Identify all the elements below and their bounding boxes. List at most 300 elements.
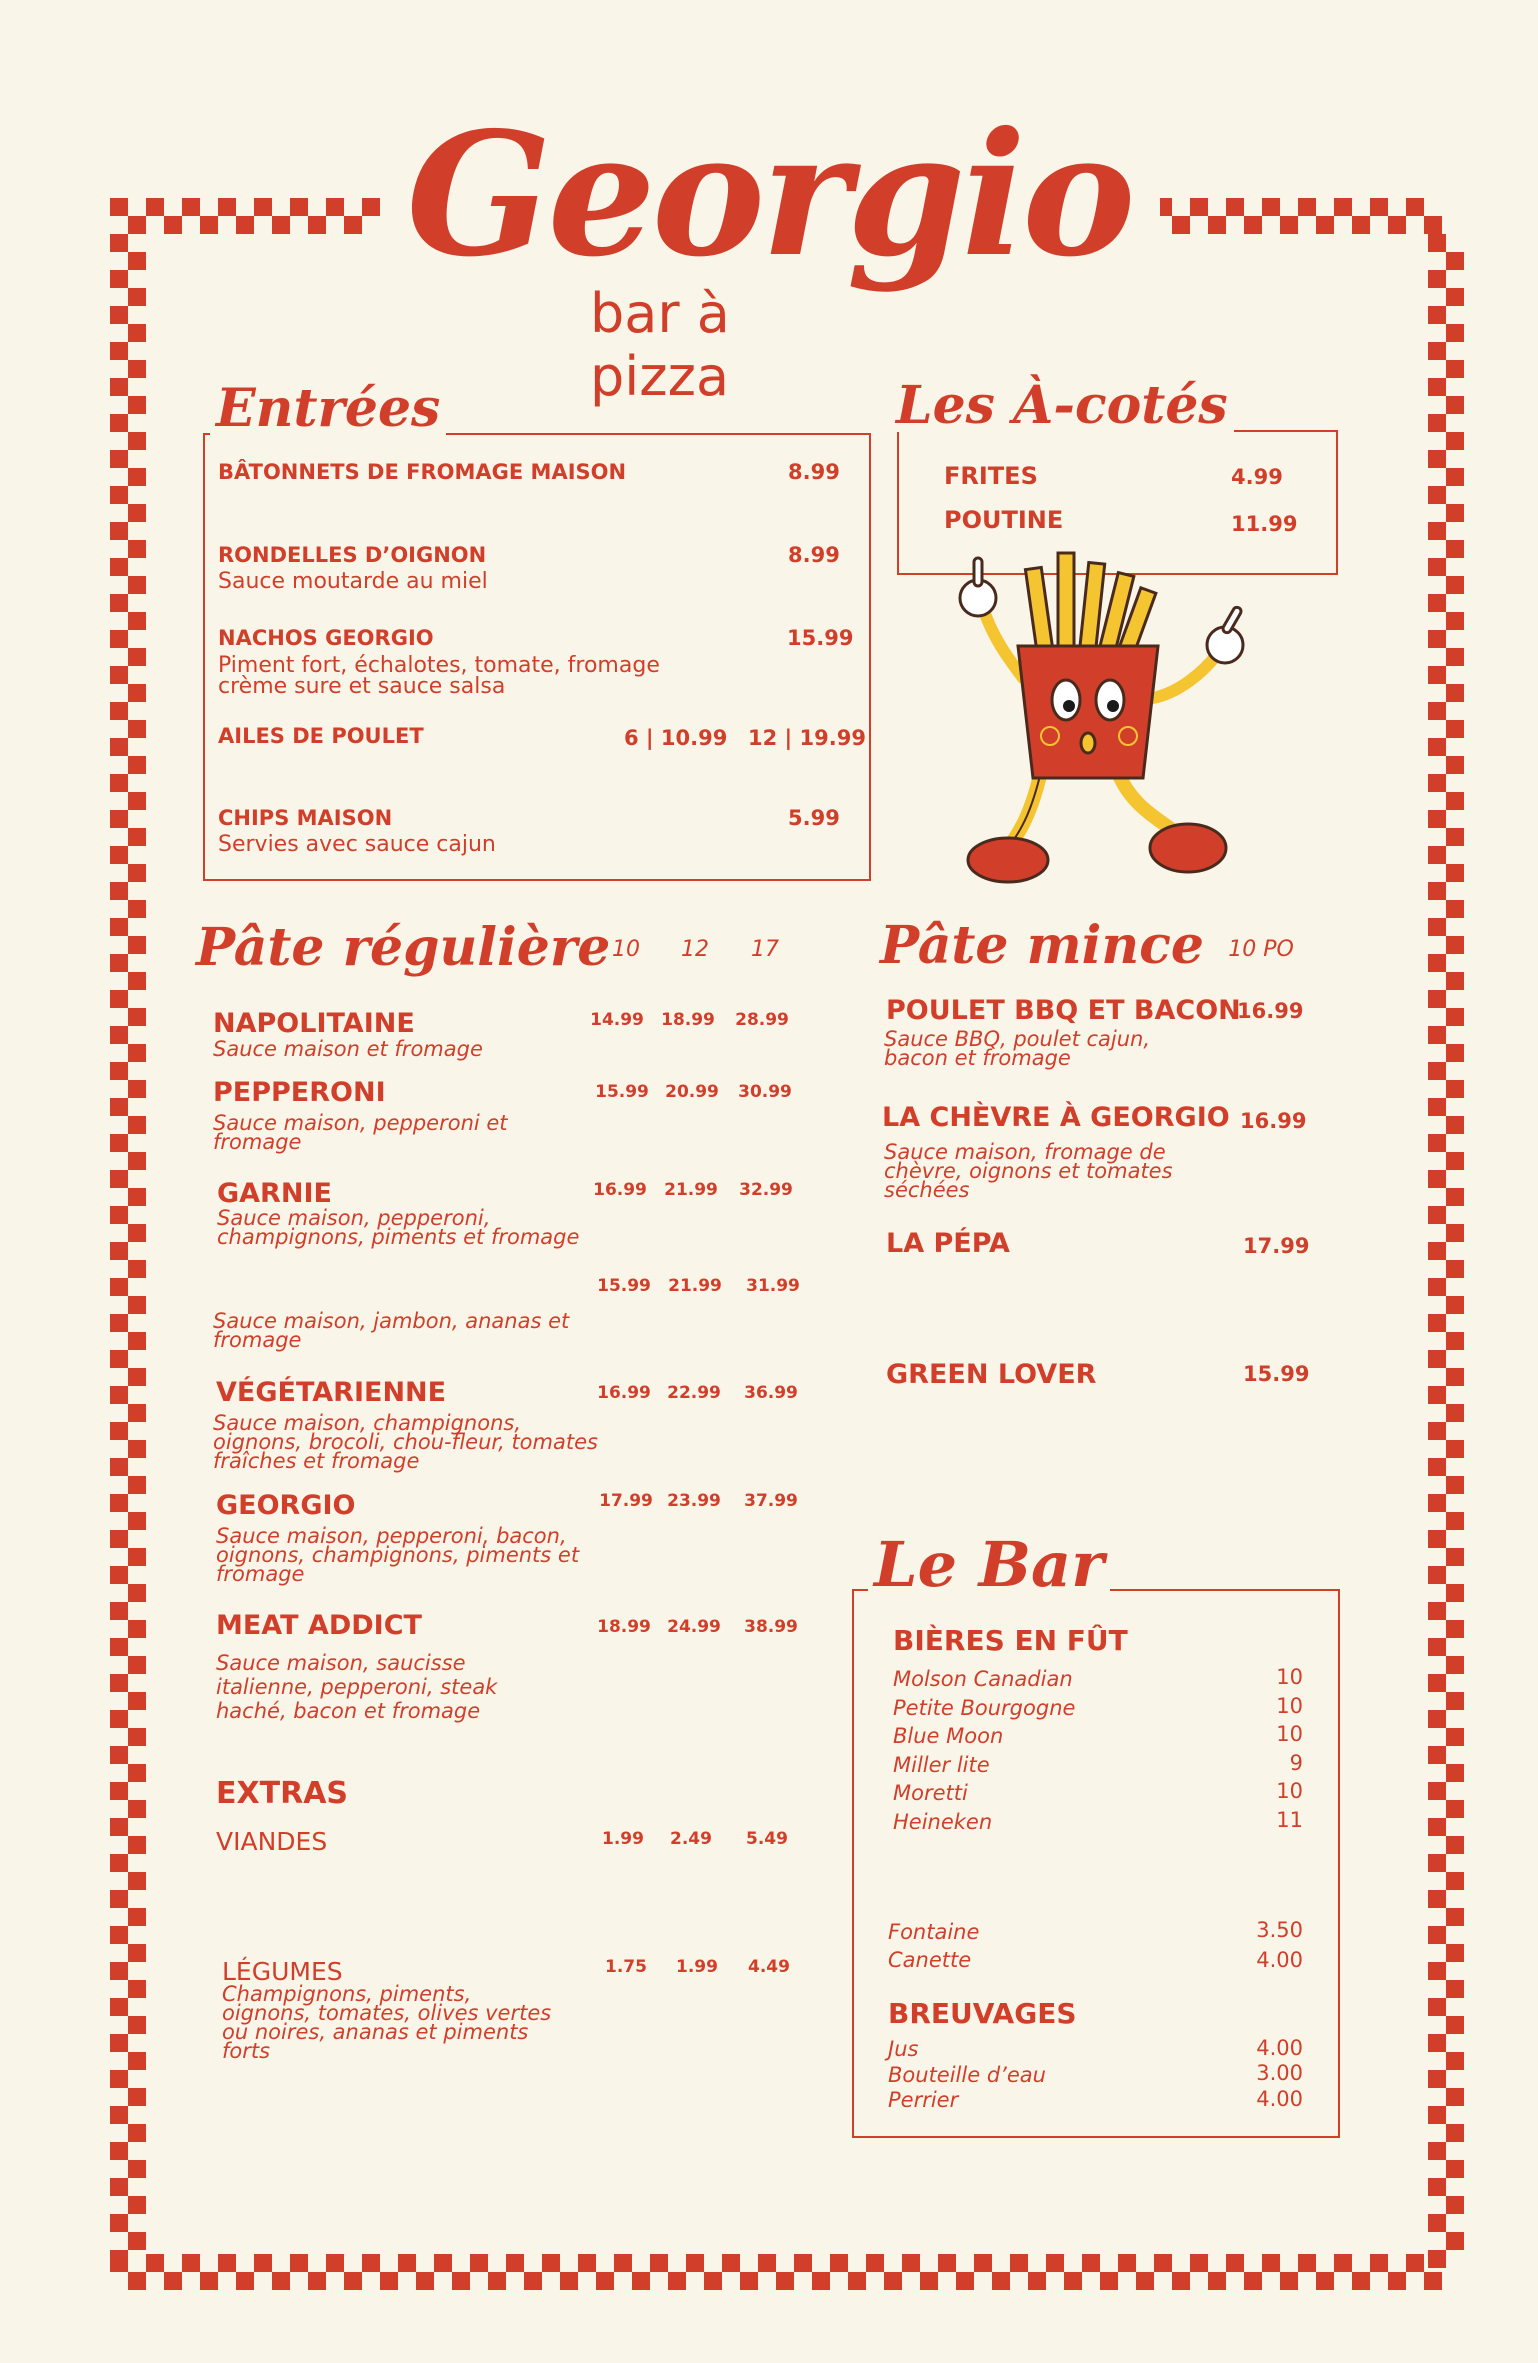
checker-square — [1446, 2160, 1464, 2178]
checker-square — [128, 1872, 146, 1890]
checker-square — [110, 1314, 128, 1332]
checker-square — [128, 1368, 146, 1386]
bieres-title: BIÈRES EN FÛT — [893, 1624, 1128, 1657]
checker-square — [128, 1404, 146, 1422]
checker-square — [128, 1188, 146, 1206]
checker-square — [110, 1818, 128, 1836]
checker-square — [128, 1656, 146, 1674]
entree-desc: Piment fort, échalotes, tomate, fromage crème sure et sauce salsa — [218, 653, 660, 699]
checker-square — [1446, 1404, 1464, 1422]
checker-square — [1446, 1044, 1464, 1062]
checker-square — [1446, 792, 1464, 810]
checker-square — [1446, 1800, 1464, 1818]
entree-name: NACHOS GEORGIO — [218, 626, 434, 650]
checker-square — [110, 2070, 128, 2088]
checker-square — [506, 2254, 524, 2272]
checker-square — [146, 2254, 164, 2272]
checker-square — [1446, 2088, 1464, 2106]
checker-square — [200, 2272, 218, 2290]
brand-tagline: bar à pizza — [590, 282, 730, 408]
checker-square — [110, 1998, 128, 2016]
checker-square — [1428, 1278, 1446, 1296]
checker-square — [1446, 468, 1464, 486]
checker-square — [1446, 684, 1464, 702]
checker-square — [128, 2016, 146, 2034]
checker-square — [128, 288, 146, 306]
checker-square — [128, 1584, 146, 1602]
pizza-price: 14.99 — [590, 1010, 644, 1030]
pizza-price: 17.99 — [599, 1491, 653, 1511]
extras-price: 2.49 — [670, 1829, 712, 1849]
checker-square — [1428, 882, 1446, 900]
drink-name: Fontaine — [888, 1920, 980, 1944]
pizza-price: 18.99 — [661, 1010, 715, 1030]
checker-square — [1428, 774, 1446, 792]
checker-square — [128, 1296, 146, 1314]
checker-square — [344, 2272, 362, 2290]
checker-square — [110, 738, 128, 756]
checker-square — [668, 2272, 686, 2290]
beer-name: Molson Canadian — [893, 1667, 1073, 1691]
checker-square — [1446, 1188, 1464, 1206]
checker-square — [848, 2272, 866, 2290]
checker-square — [110, 918, 128, 936]
checker-square — [110, 2142, 128, 2160]
drink-name: Bouteille d’eau — [888, 2063, 1046, 2087]
pizza-price: 20.99 — [665, 1082, 719, 1102]
checker-square — [1446, 396, 1464, 414]
pizza-desc: Sauce maison, pepperoni et fromage — [213, 1111, 508, 1154]
entree-price: 15.99 — [787, 626, 854, 650]
pizza-price: 31.99 — [746, 1276, 800, 1296]
checker-square — [110, 1242, 128, 1260]
checker-square — [1446, 2016, 1464, 2034]
checker-square — [1446, 1728, 1464, 1746]
entree-price: 8.99 — [788, 543, 840, 567]
checker-square — [1428, 1962, 1446, 1980]
checker-square — [110, 1638, 128, 1656]
pizza-price: 21.99 — [664, 1180, 718, 1200]
extras-price: 1.99 — [676, 1957, 718, 1977]
checker-square — [128, 792, 146, 810]
checker-square — [1446, 1944, 1464, 1962]
mince-title: Pâte mince — [874, 920, 1210, 972]
checker-square — [1428, 1854, 1446, 1872]
extras-price: 1.99 — [602, 1829, 644, 1849]
entree-desc: Sauce moutarde au miel — [218, 569, 488, 594]
checker-square — [1446, 828, 1464, 846]
acote-price: 4.99 — [1231, 465, 1283, 489]
thin-pizza-desc: Sauce maison, fromage de chèvre, oignons et tomates séchées — [884, 1140, 1173, 1202]
checker-square — [1428, 954, 1446, 972]
checker-square — [1446, 1260, 1464, 1278]
checker-square — [128, 1332, 146, 1350]
checker-square — [128, 1908, 146, 1926]
checker-square — [740, 2272, 758, 2290]
checker-square — [1428, 810, 1446, 828]
checker-square — [1428, 666, 1446, 684]
entree-price: 8.99 — [788, 460, 840, 484]
reguliere-title: Pâte régulière — [190, 922, 616, 974]
checker-square — [1446, 1512, 1464, 1530]
pizza-desc: Sauce maison, saucisse italienne, pepperoni, steak haché, bacon et fromage — [216, 1651, 498, 1723]
extras-title: EXTRAS — [216, 1776, 349, 1811]
checker-square — [1446, 1224, 1464, 1242]
thin-pizza-price: 16.99 — [1240, 1109, 1307, 1133]
beer-price: 10 — [1276, 1722, 1303, 1746]
pizza-price: 23.99 — [667, 1491, 721, 1511]
checker-square — [272, 2272, 290, 2290]
checker-square — [470, 2254, 488, 2272]
checker-square — [1428, 1170, 1446, 1188]
checker-square — [290, 2254, 308, 2272]
checker-square — [128, 756, 146, 774]
checker-square — [128, 864, 146, 882]
checker-square — [1172, 2272, 1190, 2290]
thin-pizza-name: LA CHÈVRE À GEORGIO — [882, 1102, 1230, 1133]
checker-square — [1446, 432, 1464, 450]
checker-square — [128, 1512, 146, 1530]
drink-name: Canette — [888, 1948, 972, 1972]
checker-square — [128, 576, 146, 594]
checker-square — [1446, 1656, 1464, 1674]
pizza-name: PEPPERONI — [213, 1077, 386, 1108]
checker-square — [1446, 612, 1464, 630]
checker-square — [1446, 324, 1464, 342]
checker-square — [416, 2272, 434, 2290]
checker-square — [1428, 1926, 1446, 1944]
checker-square — [128, 900, 146, 918]
checker-square — [128, 1980, 146, 1998]
checker-square — [1428, 1458, 1446, 1476]
checker-square — [1352, 2272, 1370, 2290]
checker-square — [110, 594, 128, 612]
checker-square — [1100, 2272, 1118, 2290]
checker-square — [1428, 306, 1446, 324]
checker-square — [128, 468, 146, 486]
checker-square — [1446, 648, 1464, 666]
pizza-desc: Sauce maison, champignons, oignons, brocoli, chou-fleur, tomates fraîches et fromage — [213, 1411, 598, 1473]
pizza-price: 15.99 — [595, 1082, 649, 1102]
beer-price: 11 — [1276, 1807, 1303, 1832]
checker-square — [1428, 1674, 1446, 1692]
beer-name: Moretti — [893, 1781, 968, 1805]
beer-name: Petite Bourgogne — [893, 1695, 1076, 1720]
checker-square — [1428, 1782, 1446, 1800]
checker-square — [1428, 1818, 1446, 1836]
pizza-price: 30.99 — [738, 1082, 792, 1102]
checker-square — [110, 2034, 128, 2052]
checker-square — [1446, 1368, 1464, 1386]
checker-square — [866, 2254, 884, 2272]
checker-square — [1428, 1566, 1446, 1584]
checker-square — [1428, 1026, 1446, 1044]
pizza-desc: Sauce maison, pepperoni, champignons, piments et fromage — [217, 1206, 580, 1249]
checker-square — [128, 432, 146, 450]
checker-square — [110, 1458, 128, 1476]
checker-square — [596, 2272, 614, 2290]
checker-square — [1428, 1422, 1446, 1440]
checker-square — [1446, 288, 1464, 306]
checker-square — [110, 414, 128, 432]
checker-square — [812, 2272, 830, 2290]
pizza-name: MEAT ADDICT — [216, 1610, 422, 1641]
checker-square — [128, 1116, 146, 1134]
extras-price: 5.49 — [746, 1829, 788, 1849]
checker-square — [578, 2254, 596, 2272]
checker-square — [110, 306, 128, 324]
checker-square — [128, 972, 146, 990]
acotes-title: Les À-cotés — [890, 380, 1234, 432]
checker-square — [1428, 342, 1446, 360]
checker-square — [128, 1008, 146, 1026]
checker-square — [110, 990, 128, 1008]
checker-square — [1428, 1314, 1446, 1332]
checker-square — [1446, 540, 1464, 558]
checker-square — [128, 1944, 146, 1962]
checker-square — [110, 2178, 128, 2196]
checker-square — [1428, 918, 1446, 936]
checker-square — [1428, 594, 1446, 612]
entree-price: 5.99 — [788, 806, 840, 830]
checker-square — [128, 2160, 146, 2178]
extras-price: 4.49 — [748, 1957, 790, 1977]
checker-square — [1316, 2272, 1334, 2290]
pizza-price: 28.99 — [735, 1010, 789, 1030]
checker-square — [1428, 450, 1446, 468]
checker-square — [1446, 2232, 1464, 2250]
checker-square — [128, 1476, 146, 1494]
checker-square — [1446, 1980, 1464, 1998]
checker-square — [794, 2254, 812, 2272]
checker-square — [1428, 1242, 1446, 1260]
checker-square — [956, 2272, 974, 2290]
drink-price: 3.50 — [1256, 1918, 1303, 1942]
entree-name: AILES DE POULET — [218, 724, 424, 748]
checker-square — [1208, 2272, 1226, 2290]
pizza-price: 22.99 — [667, 1383, 721, 1403]
checker-square — [110, 1746, 128, 1764]
checker-square — [1082, 2254, 1100, 2272]
thin-pizza-price: 15.99 — [1243, 1362, 1310, 1386]
pizza-name: GARNIE — [217, 1178, 332, 1209]
checker-square — [1428, 702, 1446, 720]
checker-square — [128, 1692, 146, 1710]
checker-square — [128, 504, 146, 522]
checker-square — [1428, 630, 1446, 648]
checker-square — [1154, 2254, 1172, 2272]
checker-square — [110, 810, 128, 828]
beer-name: Blue Moon — [893, 1724, 1004, 1748]
beer-price: 10 — [1276, 1693, 1303, 1718]
beer-name: Miller lite — [893, 1752, 990, 1777]
checker-square — [1428, 414, 1446, 432]
checker-square — [1428, 1386, 1446, 1404]
checker-square — [560, 2272, 578, 2290]
extras-legumes-label: LÉGUMES — [222, 1957, 343, 1986]
mince-size-header: 10 PO — [1228, 937, 1294, 962]
extras-legumes-desc: Champignons, piments, oignons, tomates, olives vertes ou noires, ananas et piments forts — [222, 1982, 552, 2063]
checker-square — [1428, 2106, 1446, 2124]
extras-price: 1.75 — [605, 1957, 647, 1977]
entree-name: CHIPS MAISON — [218, 806, 393, 830]
breuvages-title: BREUVAGES — [888, 1997, 1077, 2030]
checker-square — [1428, 1134, 1446, 1152]
beer-name: Heineken — [893, 1809, 993, 1834]
pizza-desc: Sauce maison et fromage — [213, 1037, 483, 1061]
pizza-price: 36.99 — [744, 1383, 798, 1403]
pizza-desc: Sauce maison, pepperoni, bacon, oignons, champignons, piments et fromage — [216, 1524, 580, 1586]
checker-square — [128, 612, 146, 630]
checker-square — [1446, 1476, 1464, 1494]
checker-square — [110, 1890, 128, 1908]
checker-square — [128, 1080, 146, 1098]
checker-square — [110, 1854, 128, 1872]
size-column-header: 17 — [751, 937, 779, 962]
checker-square — [1446, 1296, 1464, 1314]
checker-square — [110, 1710, 128, 1728]
checker-square — [1446, 1584, 1464, 1602]
thin-pizza-price: 17.99 — [1243, 1234, 1310, 1258]
checker-square — [1446, 1620, 1464, 1638]
checker-square — [884, 2272, 902, 2290]
pizza-name: NAPOLITAINE — [213, 1008, 415, 1039]
checker-square — [1428, 2178, 1446, 2196]
checker-square — [128, 540, 146, 558]
size-column-header: 10 — [612, 937, 640, 962]
pizza-price: 15.99 — [597, 1276, 651, 1296]
checker-square — [1446, 900, 1464, 918]
checker-square — [110, 1566, 128, 1584]
checker-square — [1136, 2272, 1154, 2290]
checker-square — [488, 2272, 506, 2290]
checker-square — [128, 1548, 146, 1566]
drink-price: 4.00 — [1256, 2087, 1303, 2111]
checker-square — [128, 648, 146, 666]
checker-square — [128, 720, 146, 738]
checker-square — [128, 1440, 146, 1458]
entree-desc: Servies avec sauce cajun — [218, 832, 496, 857]
thin-pizza-name: GREEN LOVER — [886, 1359, 1097, 1390]
checker-square — [236, 2272, 254, 2290]
checker-square — [1446, 1836, 1464, 1854]
checker-square — [1446, 360, 1464, 378]
checker-square — [1446, 576, 1464, 594]
checker-square — [1428, 1062, 1446, 1080]
checker-square — [398, 2254, 416, 2272]
checker-square — [110, 1026, 128, 1044]
checker-square — [722, 2254, 740, 2272]
pizza-price: 32.99 — [739, 1180, 793, 1200]
checker-square — [758, 2254, 776, 2272]
checker-square — [1446, 1152, 1464, 1170]
checker-square — [1298, 2254, 1316, 2272]
entree-name: RONDELLES D’OIGNON — [218, 543, 487, 567]
checker-square — [110, 2106, 128, 2124]
brand-logo: Georgio — [406, 95, 1132, 295]
checker-square — [128, 828, 146, 846]
thin-pizza-desc: Sauce BBQ, poulet cajun, bacon et fromage — [884, 1027, 1151, 1070]
checker-square — [110, 954, 128, 972]
checker-square — [128, 2052, 146, 2070]
entrees-title: Entrées — [210, 383, 446, 435]
drink-name: Perrier — [888, 2088, 959, 2112]
checker-square — [1446, 504, 1464, 522]
checker-square — [1446, 1008, 1464, 1026]
checker-square — [1428, 2214, 1446, 2232]
checker-square — [110, 630, 128, 648]
checker-square — [1388, 2272, 1406, 2290]
checker-square — [1446, 2052, 1464, 2070]
checker-square — [1244, 2272, 1262, 2290]
checker-square — [128, 1620, 146, 1638]
checker-square — [704, 2272, 722, 2290]
checker-square — [1064, 2272, 1082, 2290]
checker-square — [128, 1224, 146, 1242]
checker-square — [1446, 1692, 1464, 1710]
checker-square — [1428, 846, 1446, 864]
checker-square — [110, 1494, 128, 1512]
entree-name: BÂTONNETS DE FROMAGE MAISON — [218, 460, 627, 484]
checker-square — [1446, 2124, 1464, 2142]
checker-square — [110, 450, 128, 468]
checker-square — [128, 1044, 146, 1062]
checker-square — [128, 1764, 146, 1782]
pizza-price: 38.99 — [744, 1617, 798, 1637]
checker-square — [1428, 378, 1446, 396]
checker-square — [110, 1962, 128, 1980]
checker-square — [128, 936, 146, 954]
bar-title: Le Bar — [868, 1534, 1110, 1596]
checker-square — [128, 2272, 146, 2290]
drink-price: 4.00 — [1256, 2036, 1303, 2060]
checker-square — [938, 2254, 956, 2272]
checker-square — [128, 1800, 146, 1818]
checker-square — [1428, 1710, 1446, 1728]
checker-square — [110, 1278, 128, 1296]
checker-square — [1428, 738, 1446, 756]
checker-square — [380, 2272, 398, 2290]
checker-square — [128, 1728, 146, 1746]
extras-viandes-label: VIANDES — [216, 1827, 328, 1856]
checker-square — [524, 2272, 542, 2290]
checker-square — [182, 2254, 200, 2272]
pizza-desc: Sauce maison, jambon, ananas et fromage — [213, 1309, 570, 1352]
thin-pizza-price: 16.99 — [1237, 999, 1304, 1023]
checker-square — [1446, 2196, 1464, 2214]
pizza-price: 21.99 — [668, 1276, 722, 1296]
checker-square — [110, 1926, 128, 1944]
checker-square — [110, 1782, 128, 1800]
checker-square — [110, 666, 128, 684]
drink-price: 3.00 — [1256, 2061, 1303, 2085]
checker-square — [614, 2254, 632, 2272]
checker-square — [110, 1674, 128, 1692]
checker-square — [110, 1098, 128, 1116]
checker-square — [110, 342, 128, 360]
checker-square — [128, 324, 146, 342]
checker-square — [1428, 1602, 1446, 1620]
checker-square — [776, 2272, 794, 2290]
checker-square — [1010, 2254, 1028, 2272]
checker-square — [1428, 1530, 1446, 1548]
pizza-price: 16.99 — [597, 1383, 651, 1403]
pizza-name: VÉGÉTARIENNE — [216, 1377, 447, 1408]
checker-square — [110, 846, 128, 864]
checker-square — [1428, 1350, 1446, 1368]
checker-square — [110, 522, 128, 540]
checker-square — [1428, 486, 1446, 504]
